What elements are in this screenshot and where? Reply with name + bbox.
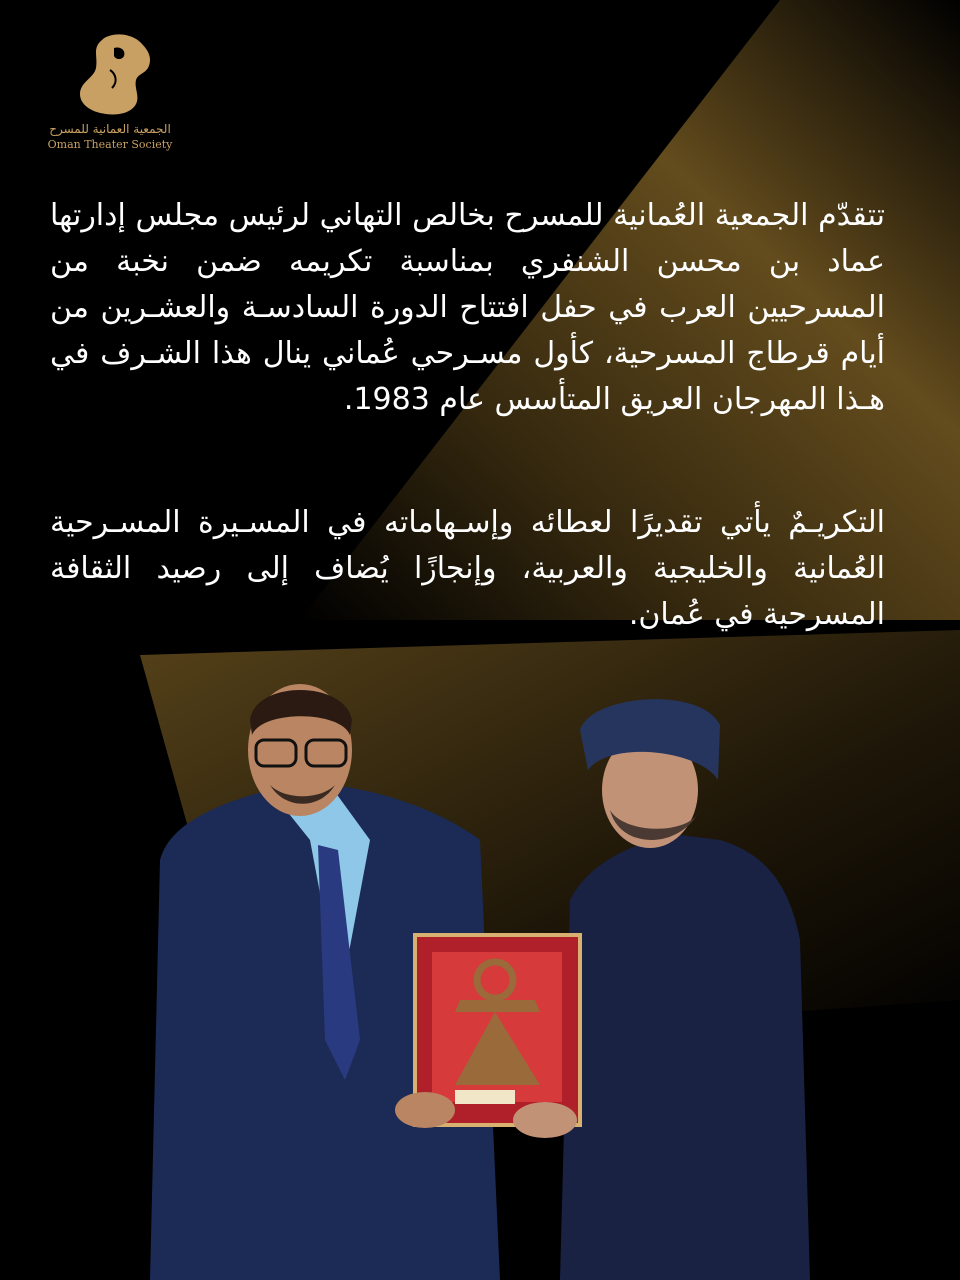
honor-paragraph: التكريـمٌ يأتي تقديرًا لعطائه وإسـهاماته في المسـيرة المسـرحية العُمانية والخليجية والعربية، وإنجازًا يُضاف إلى رصيد الثقافة المسرحية في عُمان. <box>50 505 885 632</box>
logo-arabic-name: الجمعية العمانية للمسرح <box>49 122 171 136</box>
logo-english-name: Oman Theater Society <box>47 138 173 151</box>
oman-theater-society-logo <box>40 30 190 160</box>
award-ceremony-photo <box>0 640 960 1280</box>
congratulation-paragraph: تتقدّم الجمعية العُمانية للمسرح بخالص التهاني لرئيس مجلس إدارتها عماد بن محسن الشنفري بمناسبة تكريمه ضمن نخبة من المسرحيين العرب في حفل افتتاح الدورة السادسـة والعشـرين من أيام قرطاج المسرحية، كأول مسـرحي عُماني ينال هذا الشـرف في هـذا المهرجان العريق المتأسس عام 1983. <box>50 198 885 417</box>
theater-mask-icon <box>40 30 190 120</box>
honoree-figure <box>560 699 810 1280</box>
